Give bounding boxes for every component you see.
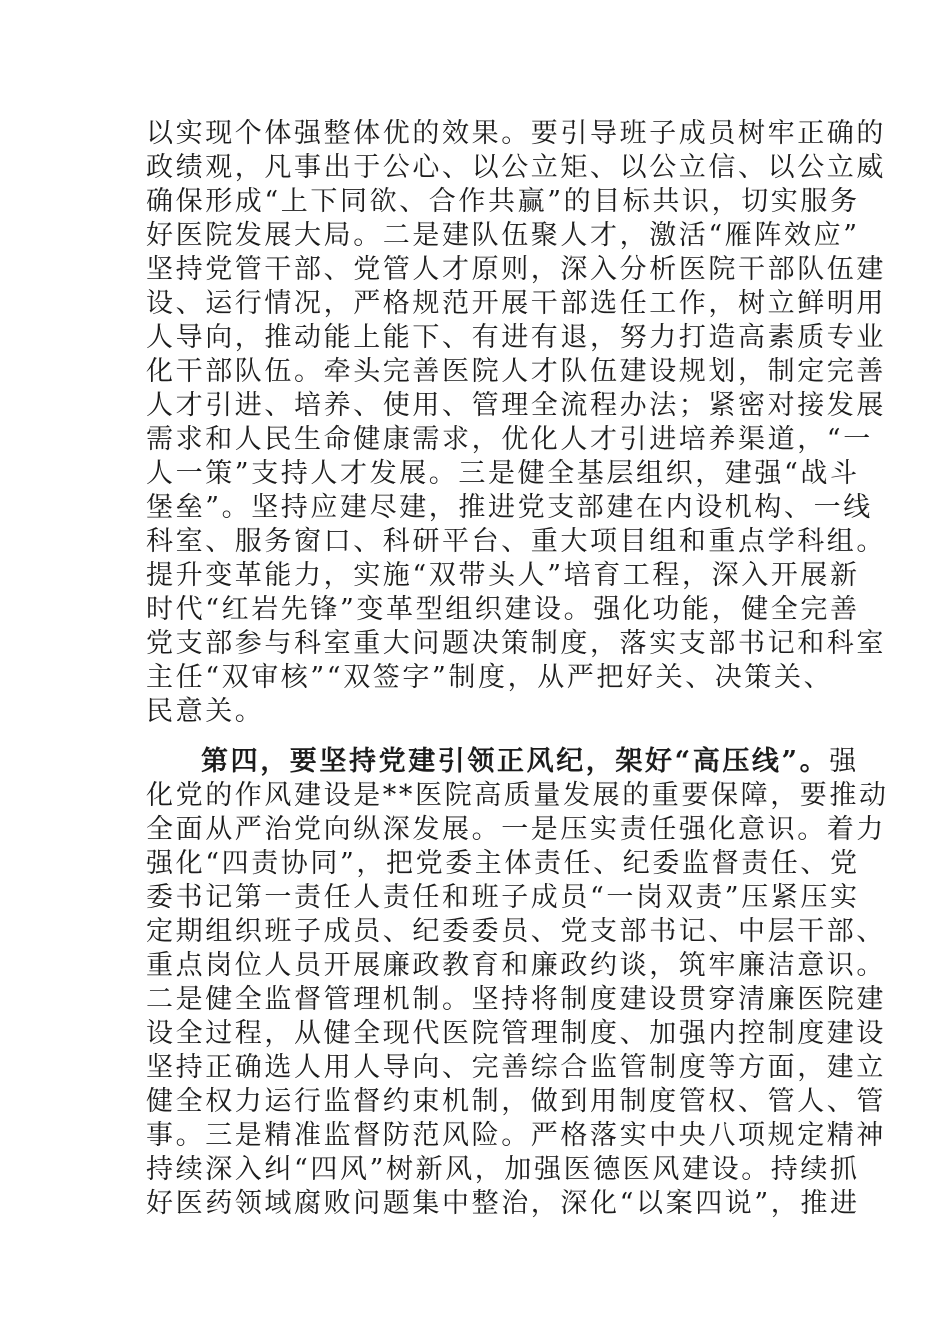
- text-line: 提升变革能力，实施“双带头人”培育工程，深入开展新: [146, 560, 860, 591]
- section-four-first-line: [146, 745, 859, 779]
- text-line: 以实现个体强整体优的效果。要引导班子成员树牢正确的: [146, 118, 886, 149]
- paragraph-section-four: [146, 745, 889, 1221]
- text-line: 人一策”支持人才发展。三是健全基层组织，建强“战斗: [146, 458, 860, 489]
- text-line: 政绩观，凡事出于公心、以公立矩、以公立信、以公立威: [146, 152, 886, 183]
- text-line: 化党的作风建设是**医院高质量发展的重要保障，要推动: [146, 780, 889, 811]
- text-line: 好医药领域腐败问题集中整治，深化“以案四说”，推进: [146, 1188, 860, 1219]
- text-line: 设全过程，从健全现代医院管理制度、加强内控制度建设: [146, 1018, 886, 1049]
- section-four-heading: 第四，要坚持党建引领正风纪，架好“高压线”。: [201, 746, 830, 777]
- text-line: 人才引进、培养、使用、管理全流程办法；紧密对接发展: [146, 390, 886, 421]
- text-line: 委书记第一责任人责任和班子成员“一岗双责”压紧压实: [146, 882, 860, 913]
- text-line: 事。三是精准监督防范风险。严格落实中央八项规定精神: [146, 1120, 886, 1151]
- text-line: 化干部队伍。牵头完善医院人才队伍建设规划，制定完善: [146, 356, 886, 387]
- text-line: 党支部参与科室重大问题决策制度，落实支部书记和科室: [146, 628, 886, 659]
- text-line: 好医院发展大局。二是建队伍聚人才，激活“雁阵效应”: [146, 220, 860, 251]
- text-line: 坚持正确选人用人导向、完善综合监管制度等方面，建立: [146, 1052, 886, 1083]
- text-line: 主任“双审核”“双签字”制度，从严把好关、决策关、: [146, 662, 834, 693]
- text-line: 二是健全监督管理机制。坚持将制度建设贯穿清廉医院建: [146, 984, 886, 1015]
- text-line: 时代“红岩先锋”变革型组织建设。强化功能，健全完善: [146, 594, 860, 625]
- text-line: 确保形成“上下同欲、合作共赢”的目标共识，切实服务: [146, 186, 860, 217]
- text-line: 人导向，推动能上能下、有进有退，努力打造高素质专业: [146, 322, 886, 353]
- text-line: 重点岗位人员开展廉政教育和廉政约谈，筑牢廉洁意识。: [146, 950, 886, 981]
- text-line: 健全权力运行监督约束机制，做到用制度管权、管人、管: [146, 1086, 886, 1117]
- text-line: 定期组织班子成员、纪委委员、党支部书记、中层干部、: [146, 916, 886, 947]
- text-fragment: 强: [829, 746, 859, 777]
- text-line: 持续深入纠“四风”树新风，加强医德医风建设。持续抓: [146, 1154, 860, 1185]
- text-line: 需求和人民生命健康需求，优化人才引进培养渠道，“一: [146, 424, 873, 455]
- text-line: 全面从严治党向纵深发展。一是压实责任强化意识。着力: [146, 814, 886, 845]
- text-line: 堡垒”。坚持应建尽建，推进党支部建在内设机构、一线: [146, 492, 873, 523]
- text-line: 坚持党管干部、党管人才原则，深入分析医院干部队伍建: [146, 254, 886, 285]
- paragraph-section-three-continued: [146, 117, 886, 729]
- text-line: 强化“四责协同”，把党委主体责任、纪委监督责任、党: [146, 848, 860, 879]
- text-line: 设、运行情况，严格规范开展干部选任工作，树立鲜明用: [146, 288, 886, 319]
- text-line: 民意关。: [146, 696, 265, 727]
- text-line: 科室、服务窗口、科研平台、重大项目组和重点学科组。: [146, 526, 886, 557]
